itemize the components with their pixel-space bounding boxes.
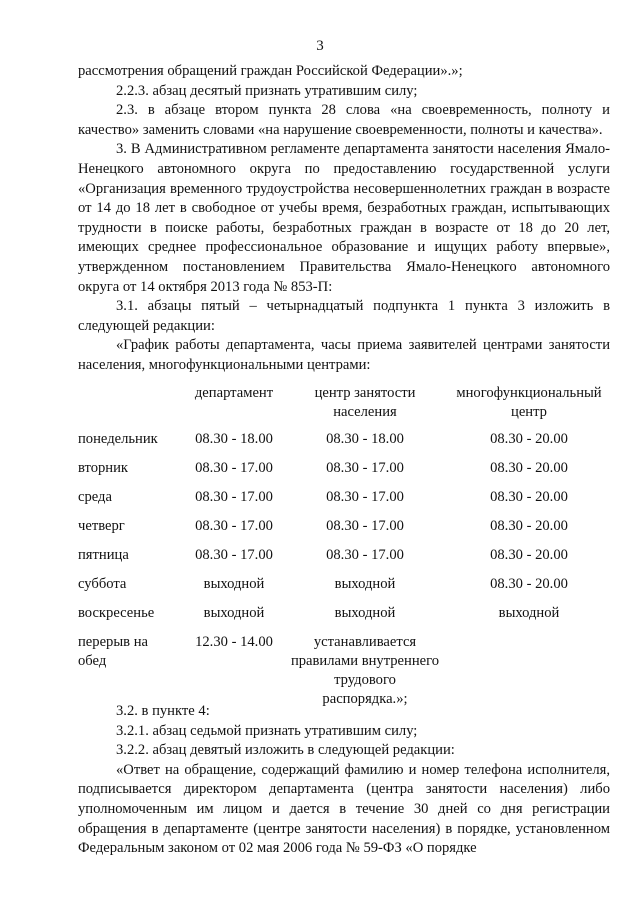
day-cell: понедельник [78,431,158,447]
paragraph: «График работы департамента, часы приема заявителей центрами занятости населения, многофункциональными центрами: [78,337,610,373]
mfc-cell: выходной [498,605,560,621]
employment-center-cell: 08.30 - 17.00 [326,518,404,534]
paragraph: 3.2.2. абзац девятый изложить в следующей редакции: [116,742,455,759]
department-cell: выходной [203,605,265,621]
header-empty [78,384,178,430]
paragraph: 2.2.3. абзац десятый признать утратившим силу; [116,82,418,99]
mfc-cell: 08.30 - 20.00 [490,547,568,563]
employment-center-cell: выходной [334,576,396,592]
day-cell: перерыв на обед [78,634,148,669]
employment-center-cell: 08.30 - 18.00 [326,431,404,447]
mfc-cell: 08.30 - 20.00 [490,489,568,505]
table-row [78,430,618,459]
department-cell: 12.30 - 14.00 [195,634,273,650]
table-row [78,575,618,604]
paragraph: 3.2. в пункте 4: [116,703,210,719]
employment-center-cell: устанавливается правилами внутреннего трудового распорядка.»; [290,634,440,707]
header-mfc: многофункциональный центр [456,385,602,420]
day-cell: воскресенье [78,605,155,621]
header-department: департамент [194,385,274,401]
paragraph: 3.1. абзацы пятый – четырнадцатый подпункта 1 пункта 3 изложить в следующей редакции: [78,298,610,334]
table-row [78,488,618,517]
day-cell: среда [78,489,112,505]
body-text-bottom [78,702,610,859]
department-cell: 08.30 - 17.00 [195,489,273,505]
employment-center-cell: 08.30 - 17.00 [326,489,404,505]
day-cell: суббота [78,576,127,592]
day-cell: вторник [78,460,129,476]
department-cell: 08.30 - 17.00 [195,547,273,563]
day-cell: пятница [78,547,129,563]
table-row [78,633,618,709]
employment-center-cell: 08.30 - 17.00 [326,547,404,563]
department-cell: 08.30 - 17.00 [195,518,273,534]
paragraph: 3.2.1. абзац седьмой признать утратившим силу; [116,722,418,739]
mfc-cell: 08.30 - 20.00 [490,431,568,447]
schedule-header-row [78,384,618,430]
employment-center-cell: 08.30 - 17.00 [326,460,404,476]
mfc-cell: 08.30 - 20.00 [490,460,568,476]
department-cell: 08.30 - 18.00 [195,431,273,447]
table-row [78,546,618,575]
mfc-cell: 08.30 - 20.00 [490,518,568,534]
paragraph: 2.3. в абзаце втором пункта 28 слова «на своевременность, полноту и качество» заменить словами «на нарушение своевременности, полноты и качества». [78,102,610,138]
mfc-cell [440,633,618,709]
paragraph: рассмотрения обращений граждан Российской Федерации».»; [78,63,463,79]
body-text-top [78,62,610,376]
table-row [78,604,618,633]
mfc-cell: 08.30 - 20.00 [490,576,568,592]
header-employment-center: центр занятости населения [314,385,416,420]
department-cell: выходной [203,576,265,592]
table-row [78,459,618,488]
paragraph: «Ответ на обращение, содержащий фамилию и номер телефона исполнителя, подписывается директором департамента (центра занятости населения) либо уполномоченным им лицом и дается в течение 30 дней со дня регистрации обращения в департаменте (центре занятости населения) в порядке, установленном Федеральным законом от 02 мая 2006 года № 59-ФЗ «О порядке [78,761,610,857]
paragraph: 3. В Административном регламенте департамента занятости населения Ямало-Ненецкого автономного округа по предоставлению государственной услуги «Организация временного трудоустройства несовершеннолетних граждан в возрасте от 14 до 18 лет в свободное от учебы время, безработных граждан, испытывающих трудности в поиске работы, безработных граждан в возрасте от 18 до 20 лет, имеющих среднее профессиональное образование и ищущих работу впервые», утвержденном постановлением Правительства Ямало-Ненецкого автономного округа от 14 октября 2013 года № 853-П: [78,141,610,295]
department-cell: 08.30 - 17.00 [195,460,273,476]
day-cell: четверг [78,518,125,534]
employment-center-cell: выходной [334,605,396,621]
table-row [78,517,618,546]
schedule-table [78,384,618,709]
page-number: 3 [316,38,324,54]
